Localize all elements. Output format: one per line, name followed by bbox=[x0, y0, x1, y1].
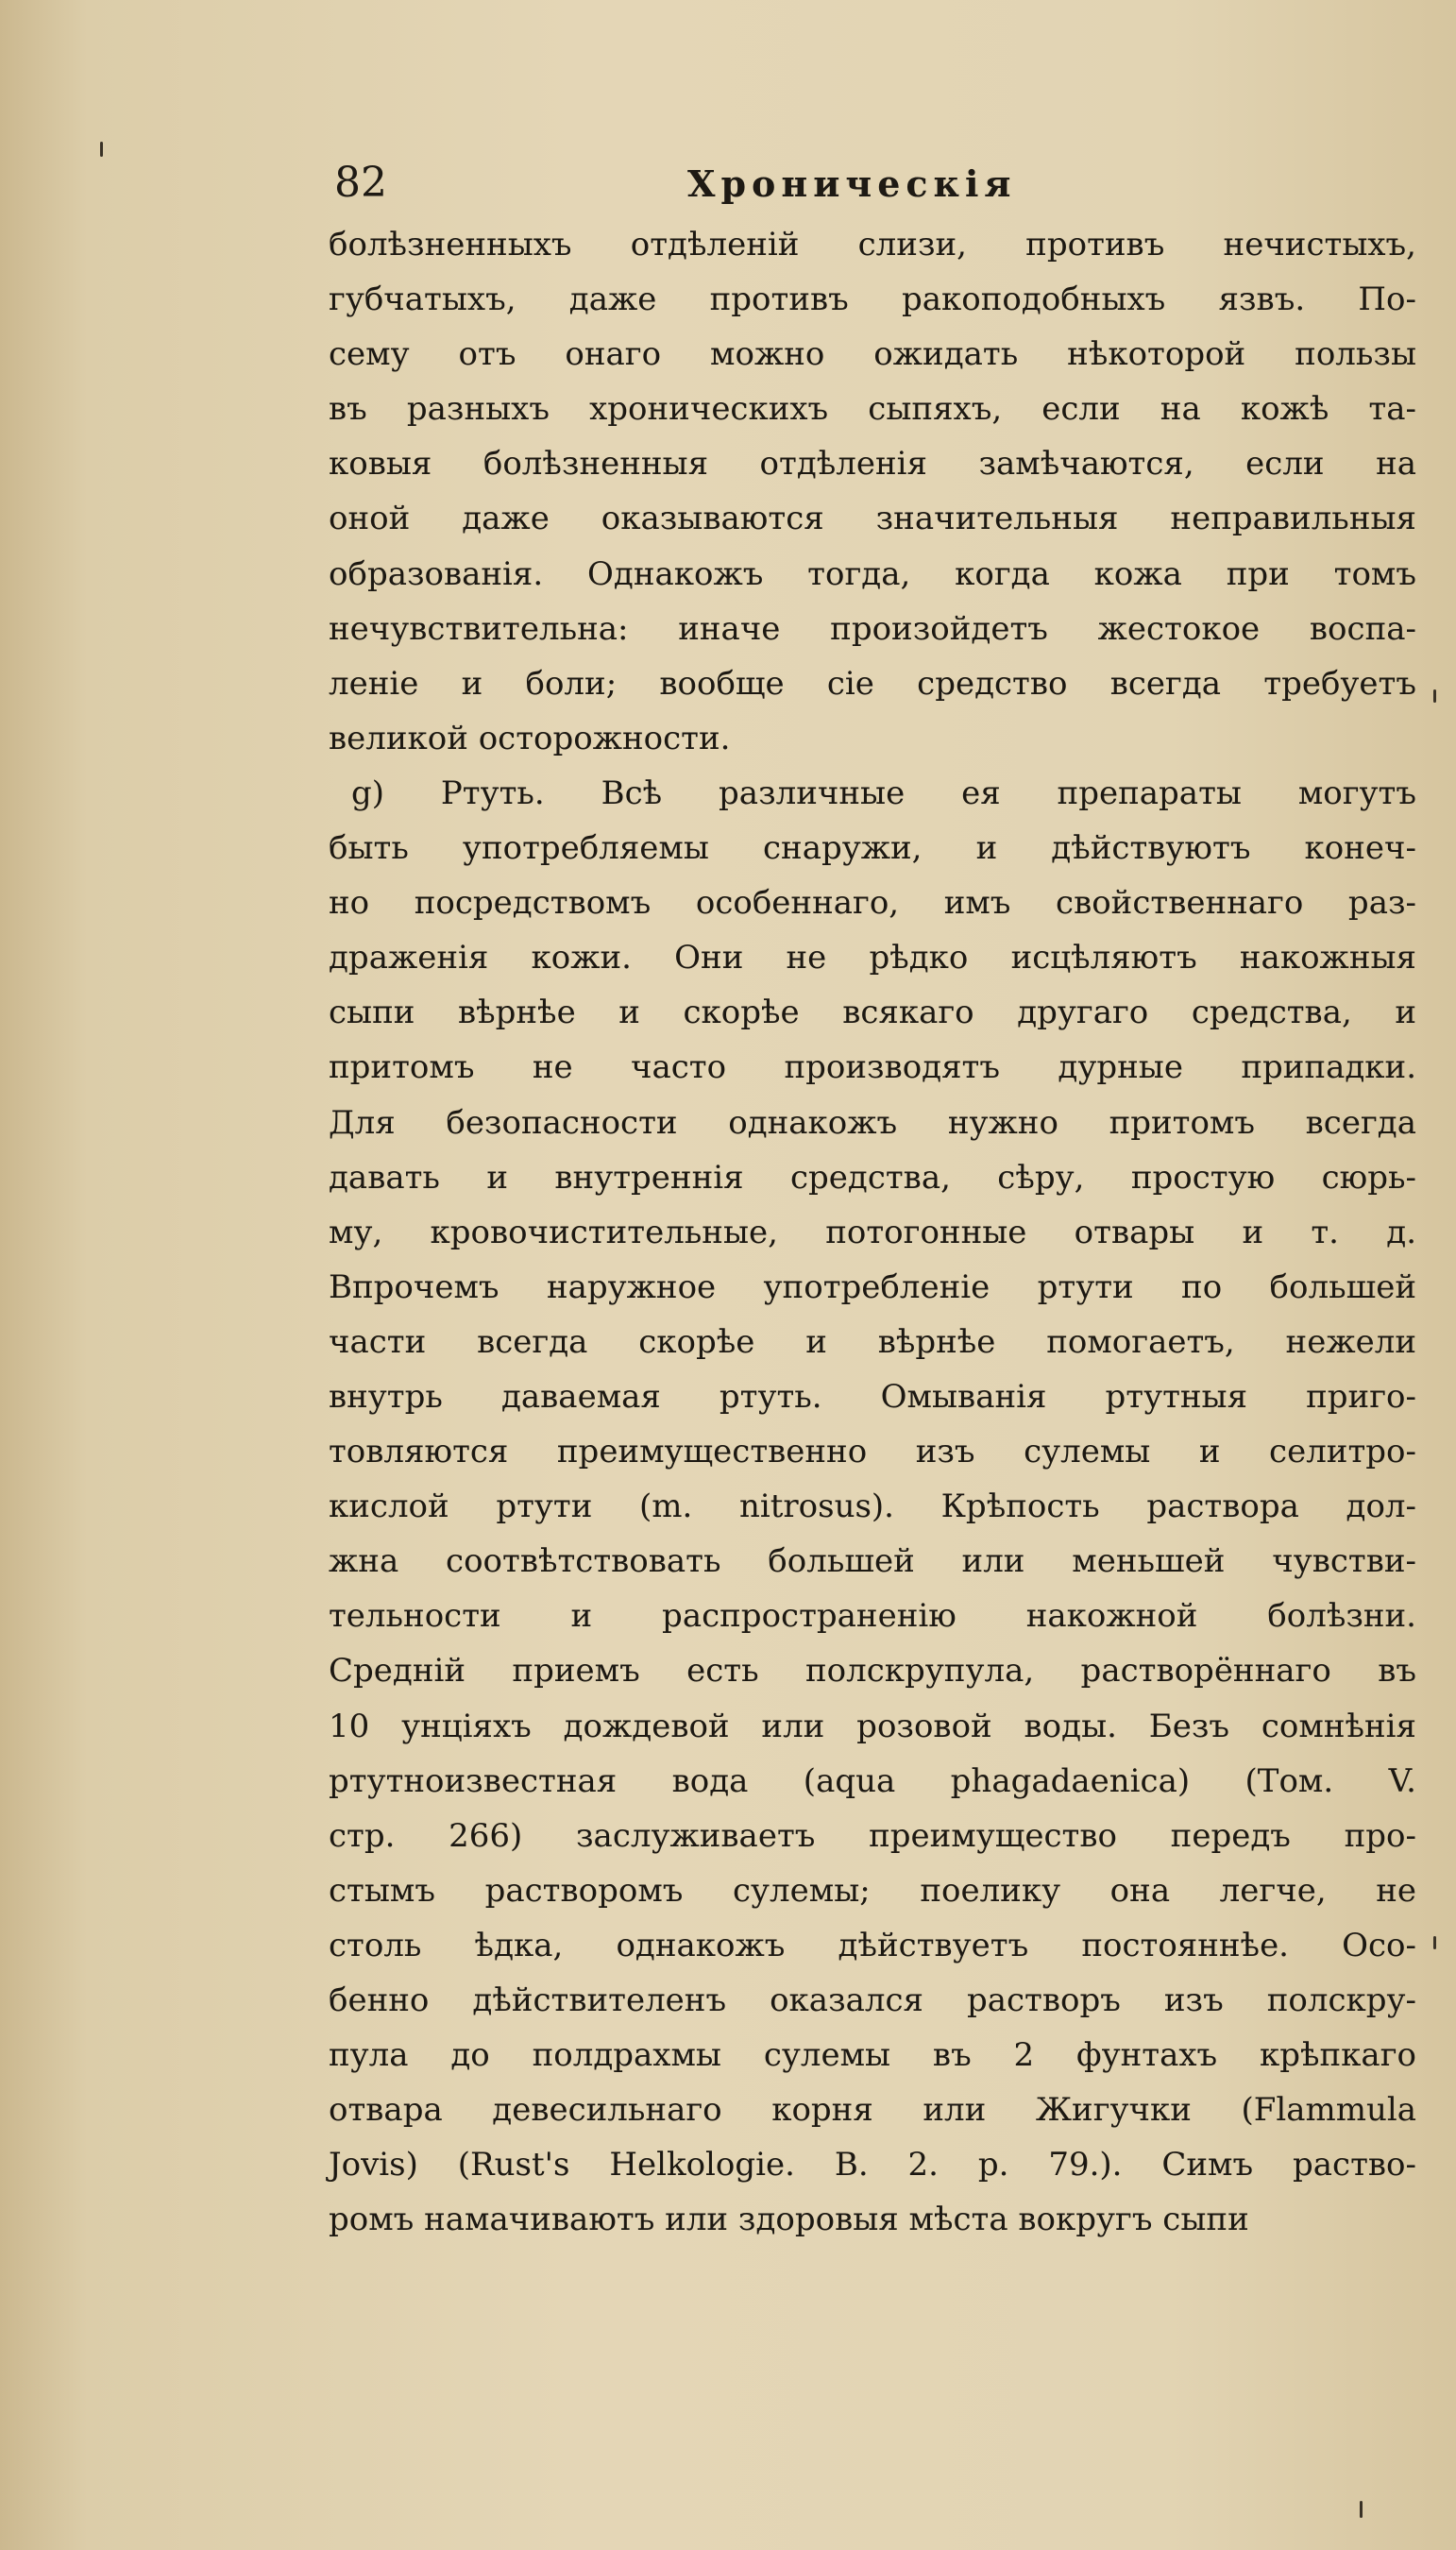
text-line: сему отъ онаго можно ожидать нѣкоторой пользы bbox=[329, 335, 1416, 374]
text-line: болѣзненныхъ отдѣленій слизи, противъ нечистыхъ, bbox=[329, 226, 1416, 264]
text-line: сыпи вѣрнѣе и скорѣе всякаго другаго средства, и bbox=[329, 994, 1416, 1032]
text-line: g) Ртуть. Всѣ различные ея препараты могутъ bbox=[351, 774, 1416, 812]
running-head bbox=[300, 159, 1418, 215]
text-line: оной даже оказываются значительныя неправильныя bbox=[329, 500, 1416, 538]
text-line: ромъ намачиваютъ или здоровыя мѣста вокругъ сыпи bbox=[329, 2201, 1249, 2239]
text-line: стымъ растворомъ сулемы; поелику она легче, не bbox=[329, 1871, 1416, 1910]
text-line: Впрочемъ наружное употребленіе ртути по большей bbox=[329, 1267, 1416, 1306]
text-line: внутрь даваемая ртуть. Омыванія ртутныя приго- bbox=[329, 1377, 1416, 1416]
running-title: Хроническія bbox=[687, 162, 1017, 205]
text-line: товляются преимущественно изъ сулемы и селитро- bbox=[329, 1433, 1416, 1471]
text-line: отвара девесильнаго корня или Жигучки (Flammula bbox=[329, 2091, 1416, 2130]
text-line: Jovis) (Rust's Helkologie. B. 2. p. 79.). Симъ раство- bbox=[329, 2146, 1416, 2184]
text-line: нечувствительна: иначе произойдетъ жестокое воспа- bbox=[329, 609, 1416, 648]
text-line: жна соотвѣтствовать большей или меньшей чувстви- bbox=[329, 1542, 1416, 1581]
page-number: 82 bbox=[334, 159, 387, 207]
margin-mark bbox=[1433, 689, 1436, 703]
text-line: давать и внутреннія средства, сѣру, простую сюрь- bbox=[329, 1158, 1416, 1197]
text-line: быть употребляемы снаружи, и дѣйствуютъ конеч- bbox=[329, 829, 1416, 868]
text-line: образованія. Однакожъ тогда, когда кожа при томъ bbox=[329, 554, 1416, 593]
text-line: тельности и распространенію накожной болѣзни. bbox=[329, 1597, 1416, 1636]
text-line: Для безопасности однакожъ нужно притомъ всегда bbox=[329, 1103, 1416, 1142]
text-line: стр. 266) заслуживаетъ преимущество передъ про- bbox=[329, 1816, 1416, 1855]
text-line: части всегда скорѣе и вѣрнѣе помогаетъ, нежели bbox=[329, 1322, 1416, 1361]
margin-mark bbox=[1433, 1936, 1436, 1949]
text-line: му, кровочистительные, потогонные отвары и т. д. bbox=[329, 1213, 1416, 1251]
text-line: леніе и боли; вообще сіе средство всегда требуетъ bbox=[329, 664, 1416, 703]
text-line: ртутноизвестная вода (aqua phagadaenica) (Том. V. bbox=[329, 1761, 1416, 1800]
text-line: великой осторожности. bbox=[329, 719, 731, 757]
text-line: но посредствомъ особеннаго, имъ свойственнаго раз- bbox=[329, 884, 1416, 923]
text-line: притомъ не часто производятъ дурные припадки. bbox=[329, 1048, 1416, 1087]
body-text bbox=[329, 217, 1416, 2247]
text-line: столь ѣдка, однакожъ дѣйствуетъ постояннѣе. Осо- bbox=[329, 1926, 1416, 1964]
margin-mark bbox=[100, 142, 103, 157]
text-line: Средній приемъ есть полскрупула, растворённаго въ bbox=[329, 1652, 1416, 1691]
text-line: въ разныхъ хроническихъ сыпяхъ, если на кожѣ та- bbox=[329, 390, 1416, 429]
text-line: кислой ртути (m. nitrosus). Крѣпость раствора дол- bbox=[329, 1488, 1416, 1526]
text-line: ковыя болѣзненныя отдѣленія замѣчаются, если на bbox=[329, 445, 1416, 484]
text-line: бенно дѣйствителенъ оказался растворъ изъ полскру- bbox=[329, 1981, 1416, 2019]
text-line: драженія кожи. Они не рѣдко исцѣляютъ накожныя bbox=[329, 939, 1416, 978]
margin-mark bbox=[1360, 2501, 1363, 2518]
text-line: 10 унціяхъ дождевой или розовой воды. Безъ сомнѣнія bbox=[329, 1707, 1416, 1745]
text-line: пула до полдрахмы сулемы въ 2 фунтахъ крѣпкаго bbox=[329, 2036, 1416, 2075]
text-line: губчатыхъ, даже противъ ракоподобныхъ язвъ. По- bbox=[329, 280, 1416, 319]
